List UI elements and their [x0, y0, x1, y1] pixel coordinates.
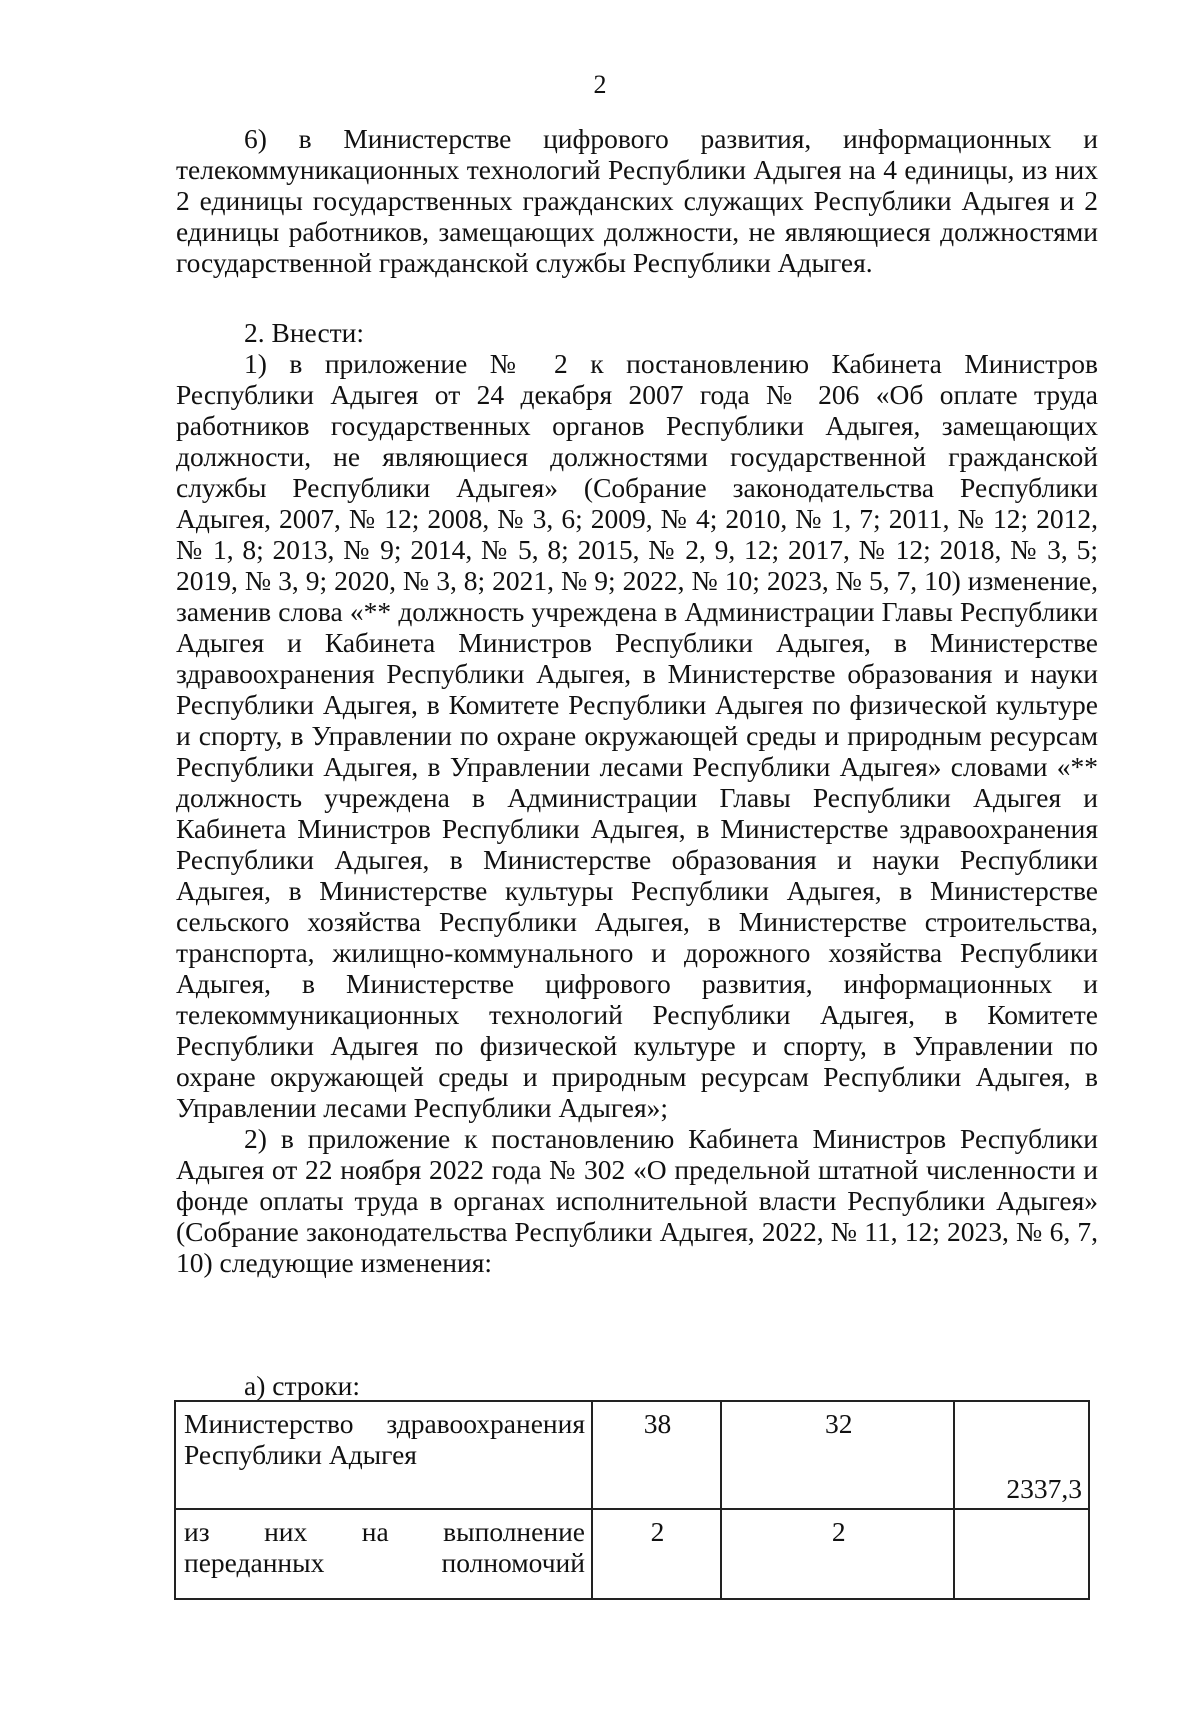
section-2-heading: 2. Внести:	[244, 317, 365, 348]
table-row	[175, 1509, 1089, 1599]
sub-item-a-label: а) строки:	[244, 1370, 361, 1401]
table-cell-fund: 2337,3	[1006, 1473, 1082, 1504]
table-cell-value: 2	[592, 1509, 721, 1599]
table-cell-value: 38	[592, 1401, 721, 1509]
table-row	[175, 1401, 1089, 1509]
item-2-paragraph: 2) в приложение к постановлению Кабинета Министров Республики Адыгея от 22 ноября 2022 года № 302 «О предельной штатной численности и фонде оплаты труда в органах исполнительной власти Республики Адыгея» (Собрание законодательства Республики Адыгея, 2022, № 11, 12; 2023, № 6, 7, 10) следующие изменения:	[176, 1123, 1098, 1278]
table-cell-value: 2	[721, 1509, 954, 1599]
item-1-paragraph: 1) в приложение № 2 к постановлению Кабинета Министров Республики Адыгея от 24 декабря 2007 года № 206 «Об оплате труда работников государственных органов Республики Адыгея, замещающих должности, не являющиеся должностями государственной гражданской службы Республики Адыгея» (Собрание законодательства Республики Адыгея, 2007, № 12; 2008, № 3, 6; 2009, № 4; 2010, № 1, 7; 2011, № 12; 2012, № 1, 8; 2013, № 9; 2014, № 5, 8; 2015, № 2, 9, 12; 2017, № 12; 2018, № 3, 5; 2019, № 3, 9; 2020, № 3, 8; 2021, № 9; 2022, № 10; 2023, № 5, 7, 10) изменение, заменив слова «** должность учреждена в Администрации Главы Республики Адыгея и Кабинета Министров Республики Адыгея, в Министерстве здравоохранения Республики Адыгея, в Министерстве образования и науки Республики Адыгея, в Комитете Республики Адыгея по физической культуре и спорту, в Управлении по охране окружающей среды и природным ресурсам Республики Адыгея, в Управлении лесами Республики Адыгея» словами «** должность учреждена в Администрации Главы Республики Адыгея и Кабинета Министров Республики Адыгея, в Министерстве здравоохранения Республики Адыгея, в Министерстве образования и науки Республики Адыгея, в Министерстве культуры Республики Адыгея, в Министерстве сельского хозяйства Республики Адыгея, в Министерстве строительства, транспорта, жилищно-коммунального и дорожного хозяйства Республики Адыгея, в Министерстве цифрового развития, информационных и телекоммуникационных технологий Республики Адыгея, в Комитете Республики Адыгея по физической культуре и спорту, в Управлении по охране окружающей среды и природным ресурсам Республики Адыгея, в Управлении лесами Республики Адыгея»;	[176, 348, 1098, 1123]
table-cell-value	[954, 1509, 1089, 1599]
table-cell-name: Министерство здравоохранения Республики Адыгея	[175, 1401, 592, 1509]
section-2-text	[176, 317, 1098, 1278]
section-1-text	[176, 123, 1098, 278]
staffing-table	[174, 1400, 1090, 1600]
item-6-paragraph: 6) в Министерстве цифрового развития, информационных и телекоммуникационных технологий Республики Адыгея на 4 единицы, из них 2 единицы государственных гражданских служащих Республики Адыгея и 2 единицы работников, замещающих должности, не являющиеся должностями государственной гражданской службы Республики Адыгея.	[176, 123, 1098, 278]
table-cell-value	[954, 1401, 1089, 1509]
page-number: 2	[593, 70, 607, 99]
table-cell-name: из них на выполнение переданных полномочий	[175, 1509, 592, 1599]
table-cell-value: 32	[721, 1401, 954, 1509]
